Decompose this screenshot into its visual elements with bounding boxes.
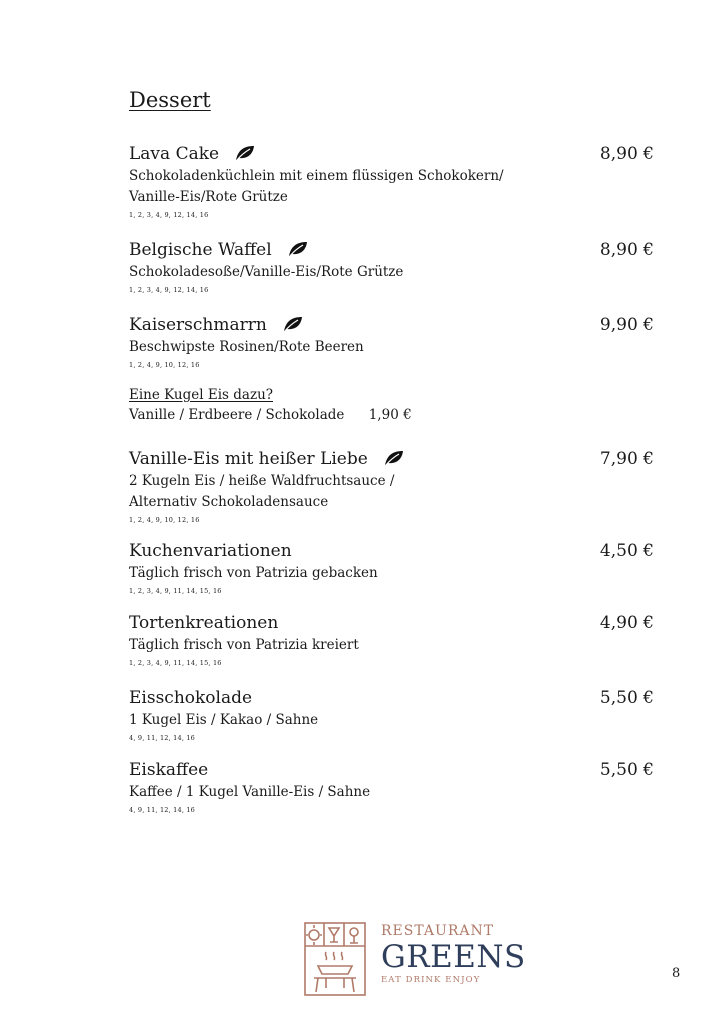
- menu-item-header: [129, 447, 654, 471]
- menu-item-header: [129, 758, 654, 782]
- logo-restaurant-label: RESTAURANT: [381, 923, 495, 939]
- logo-tagline: EAT DRINK ENJOY: [381, 975, 481, 985]
- menu-item-name: Tortenkreationen: [129, 613, 279, 633]
- menu-item-header: [129, 313, 654, 337]
- leaf-icon: [383, 449, 405, 471]
- menu-item-allergens: 4, 9, 11, 12, 14, 16: [129, 734, 196, 742]
- extra-title: Eine Kugel Eis dazu?: [129, 387, 273, 403]
- extra-ice-cream-offer: [129, 385, 412, 425]
- menu-item-name: Eiskaffee: [129, 760, 209, 780]
- leaf-icon: [287, 240, 309, 262]
- menu-item-allergens: 1, 2, 3, 4, 9, 12, 14, 16: [129, 286, 209, 294]
- menu-item-allergens: 1, 2, 4, 9, 10, 12, 16: [129, 516, 200, 524]
- menu-item-name: Vanille-Eis mit heißer Liebe: [129, 449, 368, 469]
- logo-brand-name: GREENS: [381, 939, 526, 975]
- menu-item: [129, 238, 654, 295]
- menu-item: [129, 611, 654, 668]
- menu-item-name: Kaiserschmarrn: [129, 315, 267, 335]
- leaf-icon: [234, 144, 256, 166]
- restaurant-logo-icon: [304, 922, 366, 996]
- menu-item-name: Belgische Waffel: [129, 240, 272, 260]
- logo-text: [381, 922, 526, 986]
- menu-item: [129, 313, 654, 370]
- leaf-icon: [282, 315, 304, 337]
- menu-item-price: 5,50 €: [599, 688, 654, 708]
- menu-item-name: Lava Cake: [129, 144, 220, 164]
- menu-item-name: Kuchenvariationen: [129, 541, 292, 561]
- menu-item-header: [129, 539, 654, 563]
- restaurant-logo: [304, 922, 526, 998]
- menu-item-allergens: 1, 2, 4, 9, 10, 12, 16: [129, 361, 200, 369]
- menu-item-description: Schokoladenküchlein mit einem flüssigen Schokokern/ Vanille-Eis/Rote Grütze: [129, 168, 504, 205]
- menu-item-price: 9,90 €: [599, 315, 654, 335]
- menu-item-header: [129, 686, 654, 710]
- menu-item: [129, 447, 654, 525]
- menu-item-allergens: 1, 2, 3, 4, 9, 11, 14, 15, 16: [129, 659, 222, 667]
- extra-flavors: Vanille / Erdbeere / Schokolade: [129, 407, 345, 423]
- menu-item: [129, 758, 654, 815]
- menu-item: [129, 539, 654, 596]
- menu-item-price: 4,90 €: [599, 613, 654, 633]
- menu-item-description: 1 Kugel Eis / Kakao / Sahne: [129, 712, 319, 728]
- menu-item-allergens: 1, 2, 3, 4, 9, 12, 14, 16: [129, 211, 209, 219]
- menu-item: [129, 142, 654, 220]
- menu-item-price: 8,90 €: [599, 144, 654, 164]
- menu-item-description: Kaffee / 1 Kugel Vanille-Eis / Sahne: [129, 784, 371, 800]
- menu-item-price: 8,90 €: [599, 240, 654, 260]
- menu-item-name: Eisschokolade: [129, 688, 253, 708]
- menu-item-header: [129, 238, 654, 262]
- menu-item-allergens: 4, 9, 11, 12, 14, 16: [129, 806, 196, 814]
- page-number: 8: [672, 966, 681, 981]
- menu-item-header: [129, 142, 654, 166]
- menu-item-price: 4,50 €: [599, 541, 654, 561]
- menu-item-header: [129, 611, 654, 635]
- menu-item-description: 2 Kugeln Eis / heiße Waldfruchtsauce / Alternativ Schokoladensauce: [129, 473, 395, 510]
- extra-price: 1,90 €: [368, 407, 412, 423]
- menu-item-description: Schokoladesoße/Vanille-Eis/Rote Grütze: [129, 264, 404, 280]
- menu-item-description: Täglich frisch von Patrizia gebacken: [129, 565, 378, 581]
- menu-item-description: Beschwipste Rosinen/Rote Beeren: [129, 339, 364, 355]
- page-title: Dessert: [129, 88, 211, 112]
- menu-item-price: 5,50 €: [599, 760, 654, 780]
- menu-item: [129, 686, 654, 743]
- menu-item-price: 7,90 €: [599, 449, 654, 469]
- extra-line: [129, 405, 412, 425]
- menu-item-allergens: 1, 2, 3, 4, 9, 11, 14, 15, 16: [129, 587, 222, 595]
- menu-item-description: Täglich frisch von Patrizia kreiert: [129, 637, 359, 653]
